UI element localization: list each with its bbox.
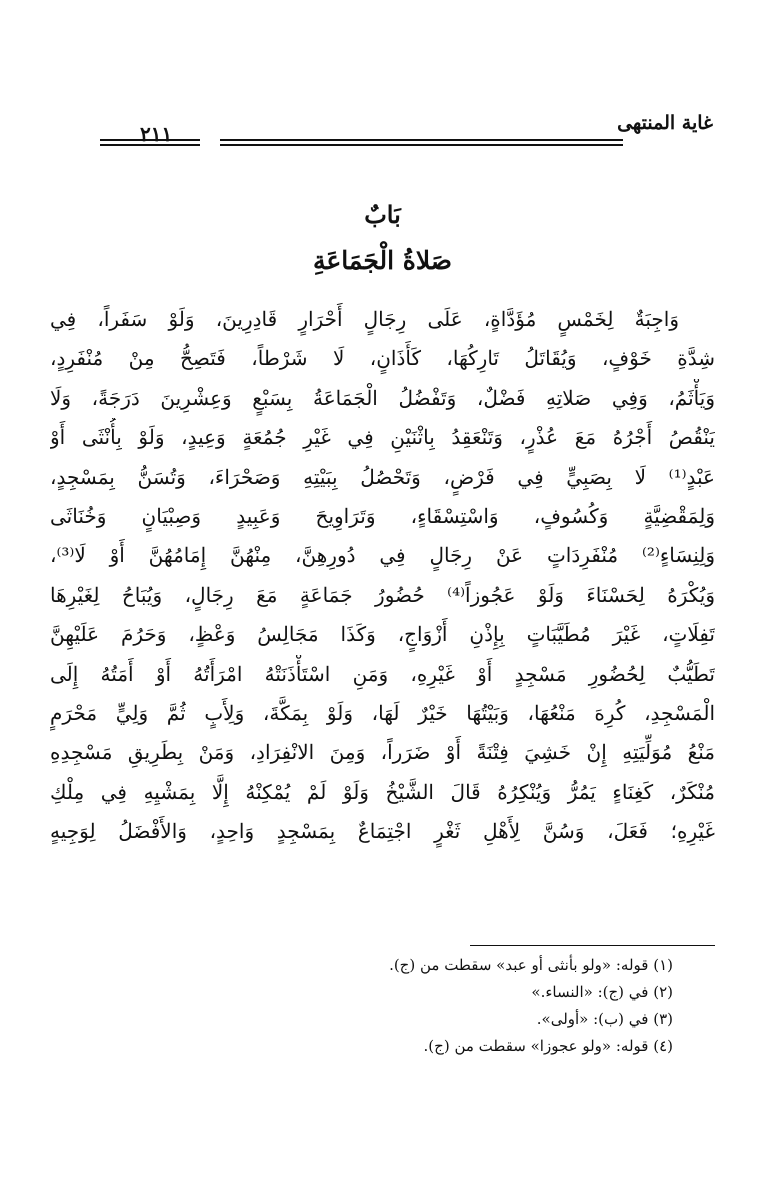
body-line: وَلِمَقْضِيَّةٍ وَكُسُوفٍ، وَاسْتِسْقَاءٍ، وَتَرَاوِيحَ وَعَبِيدٍ وَصِبْيَانٍ وَخُنَاثَى — [50, 503, 715, 528]
body-line: الْمَسْجِدِ، كُرِهَ مَنْعُهَا، وَبَيْتُهَا خَيْرٌ لَهَا، وَلَوْ بِمَكَّةَ، وَلِأَبٍ ثُمَّ وَلِيٍّ مَحْرَمٍ — [50, 700, 715, 725]
body-line: غَيْرِهِ؛ فَعَلَ، وَسُنَّ لِأَهْلِ ثَغْرٍ اجْتِمَاعٌ بِمَسْجِدٍ وَاحِدٍ، وَالأَفْضَلُ لِوَجِيهٍ — [50, 819, 715, 844]
footnote-4: (٤) قوله: «ولو عجوزا» سقطت من (ج). — [423, 1037, 673, 1055]
footnote-1: (١) قوله: «ولو بأنثى أو عبد» سقطت من (ج). — [389, 956, 673, 974]
body-line: مُنْكَرٌ، كَغِنَاءٍ يَمُرُّ وَيُنْكِرُهُ قَالَ الشَّيْخُ وَلَوْ لَمْ يُمْكِنْهُ إِلَّا بِمَشْيِهِ فِي مِلْكِ — [50, 779, 715, 804]
body-line: تَفِلَاتٍ، غَيْرَ مُطَيَّبَاتٍ بِإِذْنِ أَزْوَاجٍ، وَكَذَا مَجَالِسُ وَعْظٍ، وَحَرُمَ عَلَيْهِنَّ — [50, 622, 715, 647]
body-line: عَبْدٍ⁽¹⁾ لَا بِصَبِيٍّ فِي فَرْضٍ، وَتَحْصُلُ بِبَيْتِهِ وَصَحْرَاءَ، وَتُسَنُّ بِمَسْجِدٍ، — [50, 464, 715, 489]
footnotes — [389, 952, 673, 1060]
body-line: شِدَّةِ خَوْفٍ، وَيُقَاتَلُ تَارِكُهَا، كَأَذَانٍ، لَا شَرْطاً، فَتَصِحُّ مِنْ مُنْفَرِدٍ، — [50, 346, 715, 371]
body-line: وَيُكْرَهُ لِحَسْنَاءَ وَلَوْ عَجُوزاً⁽⁴⁾ حُضُورُ جَمَاعَةٍ مَعَ رِجَالٍ، وَيُبَاحُ لِغَيْرِهَا — [50, 582, 715, 607]
body-line: وَيَأْثَمُ، وَفِي صَلاتِهِ فَضْلٌ، وَتَفْضُلُ الْجَمَاعَةُ بِسَبْعٍ وَعِشْرِينَ دَرَجَةً، وَلَا — [50, 385, 715, 410]
chapter-label: بَابٌ — [364, 200, 401, 229]
body-line: وَلِنِسَاءٍ⁽²⁾ مُنْفَرِدَاتٍ عَنْ رِجَالٍ فِي دُورِهِنَّ، مِنْهُنَّ إِمَامُهُنَّ أَوْ لَا⁽³⁾، — [50, 543, 715, 568]
body-line: وَاجِبَةٌ لِخَمْسٍ مُؤَدَّاةٍ، عَلَى رِجَالٍ أَحْرَارٍ قَادِرِينَ، وَلَوْ سَفَراً، فِي — [50, 307, 679, 331]
chapter-title: صَلاةُ الْجَمَاعَةِ — [312, 246, 453, 275]
footnote-3: (٣) في (ب): «أولى». — [536, 1010, 673, 1028]
footnote-divider — [470, 945, 715, 946]
header-rule-right — [220, 139, 623, 146]
body-text — [50, 300, 715, 851]
body-line: مَنْعُ مُوَلِّيَتِهِ إِنْ خَشِيَ فِتْنَةً أَوْ ضَرَراً، وَمِنَ الانْفِرَادِ، وَمَنْ بِطَرِيقِ مَسْجِدِهِ — [50, 740, 715, 765]
body-line: تَطَيُّبٌ لِحُضُورِ مَسْجِدٍ أَوْ غَيْرِهِ، وَمَنِ اسْتَأْذَنَتْهُ امْرَأَتُهُ أَوْ أَمَتُهُ إِلَى — [50, 661, 715, 686]
page-number: ٢١١ — [140, 122, 173, 146]
footnote-2: (٢) في (ج): «النساء.» — [531, 983, 673, 1001]
running-title: غاية المنتهى — [617, 112, 713, 134]
body-line: يَنْقُصُ أَجْرُهُ مَعَ عُذْرٍ، وَتَنْعَقِدُ بِاثْنَيْنِ فِي غَيْرِ جُمُعَةٍ وَعِيدٍ، وَلَوْ بِأُنْثَى أَوْ — [50, 425, 715, 450]
header-rule-left — [100, 139, 200, 146]
